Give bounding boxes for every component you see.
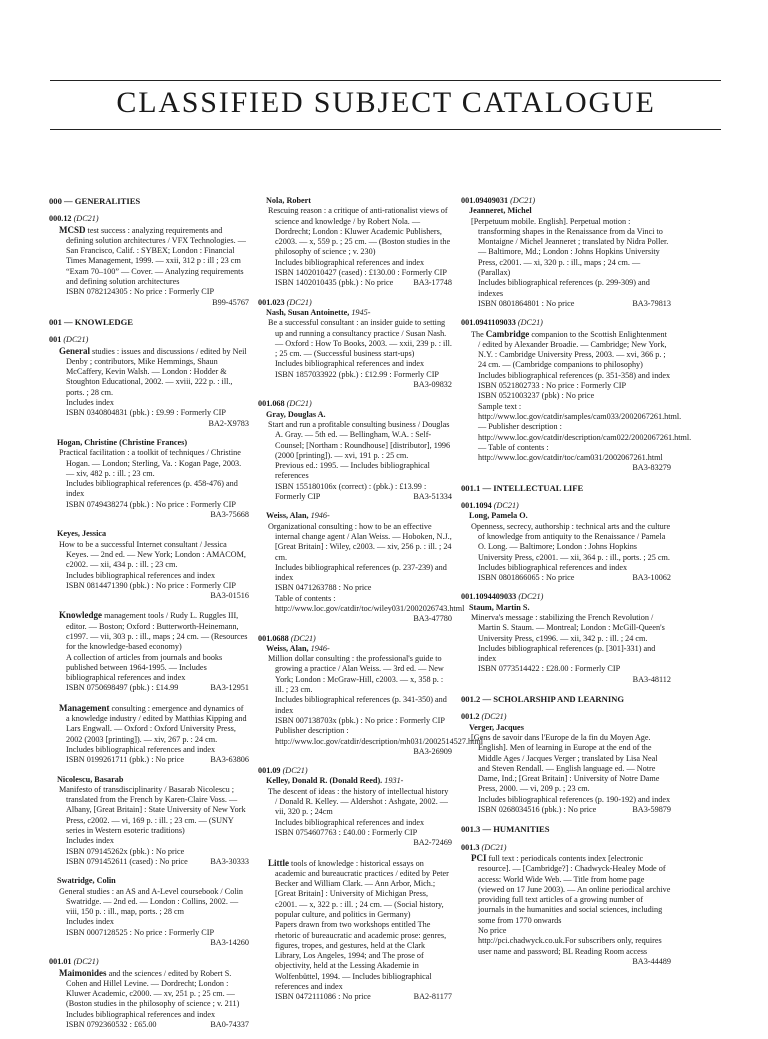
entry-heading: Weiss, Alan, 1946- [266,511,330,521]
bn-number: BA3-59879 [632,805,671,815]
entry-description: Rescuing reason : a critique of anti-rationalist views of science and knowledge / by Robert Nola. — Dordrecht; London : Kluwer Academic Publishers, c2003. — x, 559 p. ; 25 cm. — (Boston studies in the philosophy of science ; v. 230) [268,206,451,257]
catalogue-entry [258,298,452,391]
catalogue-entry [49,957,249,1030]
entry-note: Includes bibliographical references (p. 299-309) and indexes [478,278,650,298]
entry-note: Includes bibliographical references (p. 351-358) and index [478,370,671,380]
heading-dates: 1931- [382,776,404,786]
isbn-line: ISBN 1402010435 (pbk.) : No price BA3-17748 [275,278,452,288]
entry-note: Papers drawn from two workshops entitled The rhetoric of bureaucratic and academic prose: genres, figures, tropes, and gestures, held at the Clark Library, Los Angeles, 1994; and The prose of objectivity, held at the Lessing Akademie in Wolfenbüttel, 1994. — Includes bibliographical references and index [275,920,447,992]
class-number: 001.0688 (DC21) [258,633,316,643]
title-rule-bottom [50,129,721,130]
entry-description: Knowledge management tools / Rudy L. Ruggles III, editor. — Boston; Oxford : Butterworth-Heinemann, c1997. — vii, 303 p. : ill., maps ; 24 cm. — (Resources for the knowledge-based economy) [59,610,248,652]
edition-label: (DC21) [63,335,89,345]
entry-description: General studies : an AS and A-Level coursebook / Colin Swatridge. — 2nd ed. — London : Collins, 2002. — viii, 150 p. : ill., map, ports. ; 28 cm [59,886,243,917]
catalogue-entry [49,703,249,766]
bn-number: BA3-17748 [413,278,452,288]
class-number: 001.2 (DC21) [461,712,507,722]
section-heading: 001.2 — SCHOLARSHIP AND LEARNING [461,694,625,705]
isbn-line: No price [478,926,507,935]
entry-note: “Exam 70–100” — Cover. — Analyzing requirements and defining solution architectures [66,266,244,287]
entry-heading: Verger, Jacques [469,722,524,732]
isbn-line: ISBN 007138703x (pbk.) : No price : Formerly CIP [275,715,445,725]
title-lead-word: MCSD [59,224,86,235]
class-number: 000.12 (DC21) [49,214,99,224]
bn-number: BA3-83279 [632,463,671,473]
bn-number: BA3-14260 [210,938,249,947]
entry-note: Includes bibliographical references and index [275,359,425,369]
catalogue-entry [49,529,249,601]
bn-number: BA3-10062 [632,573,671,583]
isbn-line: ISBN 1857033922 (pbk.) : £12.99 : Formerly CIP BA3-09832 [275,369,452,390]
title-lead-word: General [59,345,90,356]
entry-description: The descent of ideas : the history of intellectual history / Donald R. Kelley. — Aldershot : Ashgate, 2002. — vii, 320 p. ; 24cm [268,786,449,817]
catalogue-entry [461,592,671,685]
catalogue-entry [49,438,249,520]
entry-description: Organizational consulting : how to be an effective internal change agent / Alan Weiss. — Hoboken, N.J., [Great Britain] : Wiley, c2003. — xiv, 256 p. : ill. ; 24 cm. [268,521,452,562]
isbn-line: ISBN 155180106x (correct) : (pbk.) : £13.99 : Formerly CIP BA3-51334 [275,481,452,502]
entry-heading: Staum, Martin S. [469,602,530,612]
entry-heading: Nola, Robert [266,196,312,205]
entry-heading: Swatridge, Colin [57,876,116,886]
edition-label: (DC21) [282,766,308,776]
catalogue-entry [461,843,671,968]
isbn-line: ISBN 0792360532 : £65.00 BA0-74337 [66,1020,249,1030]
isbn-line: ISBN 0340804831 (pbk.) : £9.99 : Formerly CIP [66,408,226,418]
title-lead-word: Little [268,857,289,868]
section-heading: 001.1 — INTELLECTUAL LIFE [461,482,584,493]
bn-number: BA3-79813 [632,298,671,308]
entry-note: Previous ed.: 1995. — Includes bibliographical references [275,461,430,481]
entry-heading: Keyes, Jessica [57,529,107,539]
bn-number: BA2-X9783 [208,418,249,428]
isbn-line: Sample text : http://www.loc.gov/catdir/samples/cam033/2002067261.html. — Publisher description : http://www.loc.gov/catdir/description/cam022/2002067261.html. — Table of contents : http://www.loc.gov/catdir/toc/cam031/2002067261.html BA3-83279 [478,401,692,473]
isbn-line: ISBN 0754607763 : £40.00 : Formerly CIP [275,827,418,837]
entry-description: PCI full text : periodicals contents index [electronic resource]. — [Cambridge?] : Chadwyck-Healey Mode of access: World Wide Web. — Title from home page (viewed on 17 June 2003). — An online periodical archive providing full text articles of a growing number of journals in the humanities and social sciences, including some from 1770 onwards [471,852,671,925]
class-number: 001.01 (DC21) [49,957,99,967]
isbn-line: ISBN 0801864801 : No price BA3-79813 [478,298,671,308]
bn-number: BA3-48112 [632,674,671,684]
edition-label: (DC21) [286,399,312,409]
entry-note: Includes index [66,917,114,927]
class-number: 001.09 (DC21) [258,766,308,776]
entry-note: Includes bibliographical references and index [275,257,425,267]
bn-number: BA3-09832 [413,380,452,390]
isbn-line: ISBN 0782124305 : No price : Formerly CIP [66,287,215,297]
heading-dates: 1946- [308,511,330,521]
page-title: CLASSIFIED SUBJECT CATALOGUE [116,86,656,119]
entry-note: Includes bibliographical references (p. 190-192) and index [478,794,671,804]
entry-description: Start and run a profitable consulting business / Douglas A. Gray. — 5th ed. — Bellingham, W.A. : Self-Counsel; [Northam : Roundhouse] [distributor], 1996 (2000 [printing]). — xvi, 191 p. : 25 cm. [268,419,451,460]
isbn-line: ISBN 0471263788 : No price [275,583,372,593]
entry-description: Million dollar consulting : the professional's guide to growing a practice / Alan Weiss. — 3rd ed. — New York; London : McGraw-Hill, c2003. — x, 358 p. : ill. ; 23 cm. [268,654,444,695]
catalogue-entry [461,501,671,583]
isbn-line: ISBN 0521802733 : No price : Formerly CIP [478,381,627,391]
isbn-line: ISBN 0791452611 (cased) : No price BA3-30333 [66,856,249,866]
class-number: 001.09409031 (DC21) [461,196,536,205]
entry-description: MCSD test success : analyzing requirements and defining solution architectures / VFX Technologies. — San Francisco, Calif. : SYBEX; London : Financial Times Management, 1999. — xxii, 312 p : ill ; 23 cm [59,224,246,266]
edition-label: (DC21) [286,297,312,307]
catalogue-entry [49,214,249,308]
bn-number: B99-45767 [212,297,249,307]
isbn-line: ISBN 0268034516 (pbk.) : No price BA3-59879 [478,805,671,815]
class-number: 001.1094 (DC21) [461,501,519,511]
class-number: 001.023 (DC21) [258,297,312,307]
section-heading: 001 — KNOWLEDGE [49,316,134,327]
catalogue-entry [49,335,249,429]
catalogue-entry [461,196,671,309]
edition-label: (DC21) [517,318,543,328]
column-1 [49,196,249,1039]
isbn-line: ISBN 0773514422 : £28.00 : Formerly CIP [478,664,621,674]
entry-note: Includes bibliographical references and index [66,570,216,580]
catalogue-entry [258,766,452,848]
bn-number: BA3-47780 [413,614,452,624]
entry-description: Management consulting : emergence and dynamics of a knowledge industry / edited by Matthias Kipping and Lars Engwall. — Oxford : Oxford University Press, 2002 (2003 [printing]). — xiv, 267 p. : 24 cm. [59,702,247,744]
bn-number: BA3-44489 [632,956,671,966]
entry-description: Little tools of knowledge : historical essays on academic and bureaucratic practices / edited by Peter Becker and William Clark. — Ann Arbor, Mich.; [Great Britain] : University of Michigan Press, c2001. — x, 322 p. : ill. ; 24 cm. — (Social history, popular culture, and politics in Germany) [268,857,449,919]
edition-label: (DC21) [290,633,316,643]
class-number: 001.0941109033 (DC21) [461,318,543,328]
isbn-line: http://pci.chadwyck.co.uk.For subscribers only, requires user name and password; BL Reading Room access BA3-44489 [478,936,671,966]
isbn-line: ISBN 0814471390 (pbk.) : No price : Formerly CIP BA3-01516 [66,580,249,601]
entry-heading: Long, Pamela O. [469,511,528,521]
entry-note: Includes bibliographical references and index [478,562,628,572]
isbn-line: Publisher description : http://www.loc.gov/catdir/description/mh031/2002514527.html [275,726,484,746]
entry-note: Includes bibliographical references and index [275,817,425,827]
entry-note: Includes bibliographical references (p. 458-476) and index [66,479,238,499]
bn-number: BA3-30333 [210,856,249,866]
isbn-line: ISBN 0521003237 (pbk) : No price [478,391,595,401]
edition-label: (DC21) [481,842,507,852]
catalogue-entry [49,876,249,948]
catalogue-entry [258,858,452,1003]
isbn-line: ISBN 1402010427 (cased) : £130.00 : Formerly CIP [275,268,447,278]
entry-note: A collection of articles from journals and books published between 1964-1995. — Includes bibliographical references and index [66,652,223,683]
entry-heading: Hogan, Christine (Christine Frances) [57,437,188,447]
bn-number: BA3-12951 [210,683,249,693]
entry-heading: Gray, Douglas A. [266,409,326,419]
entry-note: Includes bibliographical references (p. [301]-331) and index [478,643,656,664]
title-lead-word: Knowledge [59,610,103,621]
entry-note: Includes bibliographical references and index [66,1009,216,1019]
isbn-line: Table of contents : http://www.loc.gov/catdir/toc/wiley031/2002026743.html BA3-47780 [275,593,465,624]
entry-description: General studies : issues and discussions / edited by Neil Denby ; contributors, Mike Hemmings, Shaun McCaffery, Kevin Walsh. — London : Hodder & Stoughton Educational, 2002. — xviii, 222 p. : ill., ports. ; 28 cm. [59,345,247,397]
entry-description: Minerva's message : stabilizing the French Revolution / Martin S. Staum. — Montreal; London : McGill-Queen's University Press, c1996. — xii, 342 p. : ill. ; 24 cm. [471,612,665,643]
heading-dates: 1946- [308,643,330,653]
entry-description: Manifesto of transdisciplinarity / Basarab Nicolescu ; translated from the French by Karen-Claire Voss. — Albany, [Great Britain] : State University of New York Press, c2002. — vi, 169 p. : ill. ; 23 cm. — (SUNY series in Western esoteric traditions) [59,784,246,836]
class-number: 001 (DC21) [49,335,89,345]
entry-note: Includes index [66,836,114,846]
isbn-line: ISBN 0801866065 : No price BA3-10062 [478,573,671,583]
catalogue-entry [258,196,452,289]
entry-description: Maimonides and the sciences / edited by Robert S. Cohen and Hillel Levine. — Dordrecht; London : Kluwer Academic, c2000. — xv, 251 p. ; 25 cm. — (Boston studies in the philosophy of science ; v. 211) [59,967,240,1009]
bn-number: BA2-72469 [413,838,452,848]
entry-heading: Weiss, Alan, 1946- [266,643,330,653]
isbn-line: ISBN 0199261711 (pbk.) : No price BA3-63806 [66,755,249,765]
entry-heading: Jeanneret, Michel [469,206,532,216]
edition-label: (DC21) [73,957,99,967]
entry-description: Practical facilitation : a toolkit of techniques / Christine Hogan. — London; Sterling, Va. : Kogan Page, 2003. — xiv, 482 p. : ill. ; 23 cm. [59,448,242,478]
catalogue-entry [258,399,452,502]
isbn-line: ISBN 0750698497 (pbk.) : £14.99 BA3-12951 [66,683,249,693]
edition-label: (DC21) [518,592,544,602]
entry-heading: Kelley, Donald R. (Donald Reed). 1931- [266,776,404,786]
isbn-line: ISBN 079145262x (pbk.) : No price [66,846,185,856]
catalogue-entry [49,610,249,693]
column-3 [461,196,692,976]
isbn-line: ISBN 0007128525 : No price : Formerly CIP [66,927,215,937]
class-number: 001.3 (DC21) [461,842,507,852]
section-heading: 000 — GENERALITIES [49,196,141,206]
entry-description: Openness, secrecy, authorship : technical arts and the culture of knowledge from antiquity to the Renaissance / Pamela O. Long. — Baltimore; London : Johns Hopkins University Press, c2001. — xii, 364 p. : ill., ports. ; 25 cm. [471,521,671,562]
bn-number: BA3-75668 [210,510,249,520]
title-lead-word: Cambridge [485,328,530,339]
isbn-line: ISBN 0472111086 : No price BA2-81177 [275,992,452,1002]
entry-heading: Nicolescu, Basarab [57,774,124,784]
class-number: 001.068 (DC21) [258,399,312,409]
entry-note: Includes index [66,398,114,408]
catalogue-entry [461,318,692,473]
entry-note: Includes bibliographical references and index [66,744,216,754]
bn-number: BA3-51334 [413,492,452,502]
edition-label: (DC21) [510,196,536,205]
bn-number: BA2-81177 [413,992,452,1002]
catalogue-entry [49,775,249,868]
edition-label: (DC21) [481,712,507,722]
bn-number: BA0-74337 [210,1020,249,1030]
entry-heading: Nash, Susan Antoinette, 1945- [266,307,371,317]
edition-label: (DC21) [73,214,99,224]
bn-number: BA3-63806 [210,755,249,765]
class-number: 001.1094409033 (DC21) [461,592,544,602]
catalogue-entry [461,712,671,815]
entry-note: Includes bibliographical references (p. 341-350) and index [275,695,447,715]
title-rule-top [50,80,721,81]
edition-label: (DC21) [493,501,519,511]
entry-description: The Cambridge companion to the Scottish Enlightenment / edited by Alexander Broadie. — Cambridge; New York, N.Y. : Cambridge University Press, 2003. — xvi, 366 p. ; 24 cm. — (Cambridge companions to philosophy) [471,328,667,370]
bn-number: BA3-26909 [413,746,452,756]
title-lead-word: Maimonides [59,967,107,978]
isbn-line: ISBN 0749438274 (pbk.) : No price : Formerly CIP BA3-75668 [66,499,249,520]
bn-number: BA3-01516 [210,591,249,601]
title-lead-word: PCI [471,852,487,863]
title-lead-word: Management [59,702,110,713]
entry-description: Be a successful consultant : an insider guide to setting up and running a consultancy practice / Susan Nash. — Oxford : How To Books, 2003. — xxii, 239 p. : ill. ; 25 cm. — (Successful business start-ups) [268,318,452,359]
catalogue-entry [258,511,465,624]
entry-description: [Gens de savoir dans l'Europe de la fin du Moyen Age. English]. Men of learning in Europe at the end of the Middle Ages / Jacques Verger ; translated by Lisa Neal and Steven Rendall. — English language ed. — Notre Dame, Ind.; [Great Britain] : University of Notre Dame Press, 2000. — vi, 209 p. ; 23 cm. [471,732,660,794]
entry-description: [Perpetuum mobile. English]. Perpetual motion : transforming shapes in the Renaissance from da Vinci to Montaigne / Michel Jeanneret ; translated by Nidra Poller. — Baltimore, Md.; London : Johns Hopkins University Press, c2001. — xi, 320 p. : ill., maps ; 24 cm. — (Parallax) [471,216,669,278]
entry-description: How to be a successful Internet consultant / Jessica Keyes. — 2nd ed. — New York; London : AMACOM, c2002. — xii, 434 p. : ill. ; 23 cm. [59,539,246,570]
heading-dates: 1945- [349,307,371,317]
section-heading: 001.3 — HUMANITIES [461,824,550,835]
entry-note: Includes bibliographical references (p. 237-239) and index [275,562,447,583]
